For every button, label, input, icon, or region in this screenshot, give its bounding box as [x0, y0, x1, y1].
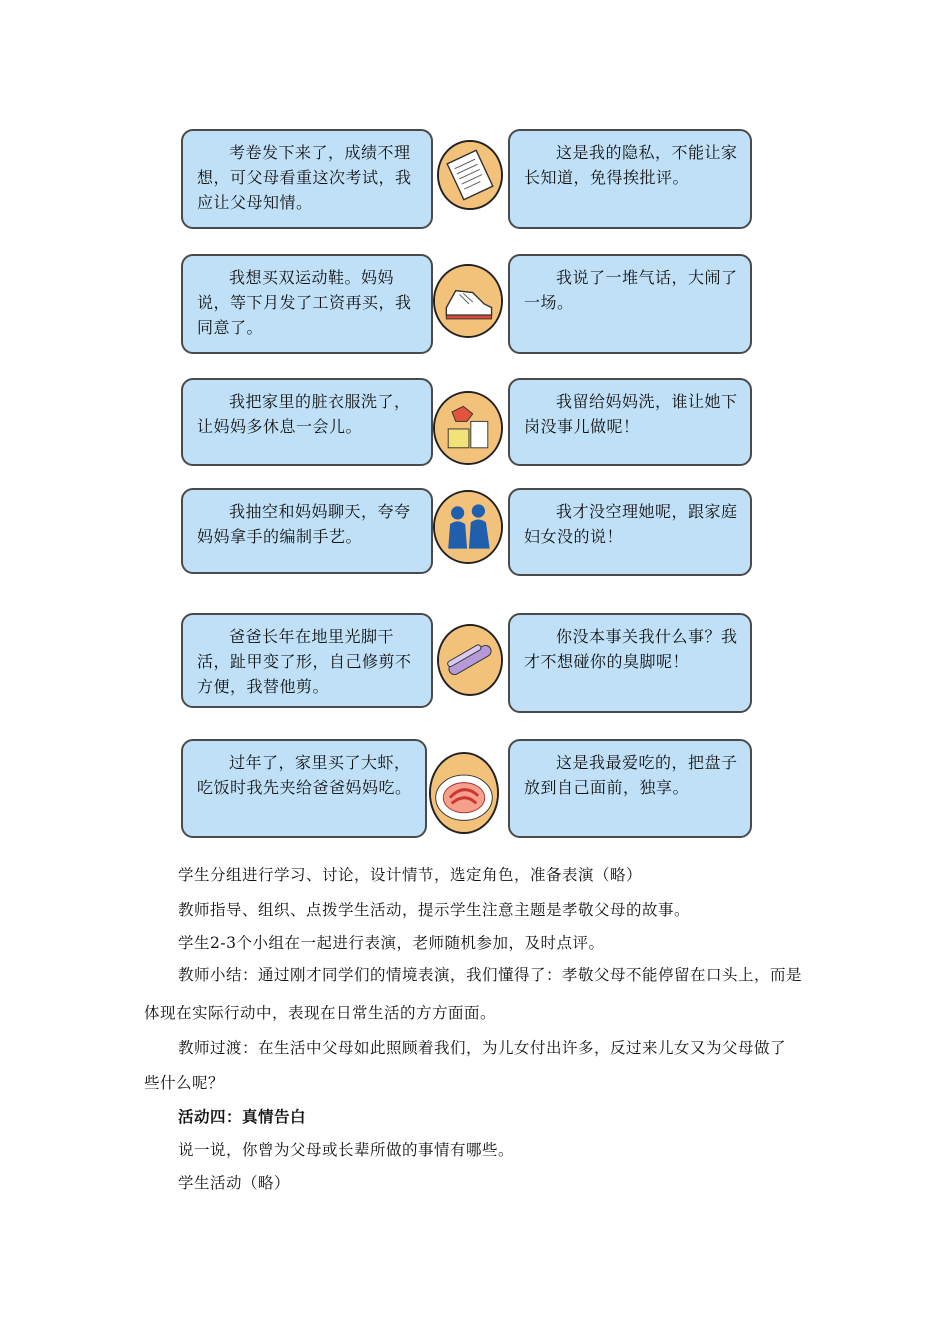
activity-heading: [144, 1100, 808, 1134]
scenario-good-5: 爸爸长年在地里光脚干活，趾甲变了形，自己修剪不方便，我替他剪。: [181, 613, 433, 708]
paragraph-1-text: 学生分组进行学习、讨论，设计情节，选定角色，准备表演（略）: [178, 866, 643, 884]
paragraph-3-text: 学生2-3个小组在一起进行表演，老师随机参加，及时点评。: [178, 934, 605, 952]
scenario-good-4: 我抽空和妈妈聊天，夸夸妈妈拿手的编制手艺。: [181, 488, 433, 574]
paragraph-1: [144, 858, 808, 892]
paragraph-7: [144, 1166, 808, 1200]
paragraph-4-line-1: [144, 958, 808, 992]
exam-paper-icon: [437, 140, 503, 210]
paragraph-4-text-2: 体现在实际行动中，表现在日常生活的方方面面。: [144, 1004, 497, 1022]
scenario-bad-1: 这是我的隐私，不能让家长知道，免得挨批评。: [508, 129, 752, 229]
paragraph-5-line-2: [144, 1066, 808, 1100]
paragraph-3: [144, 926, 808, 960]
shrimp-plate-icon: [429, 752, 499, 834]
scenario-good-2: 我想买双运动鞋。妈妈说，等下月发了工资再买，我同意了。: [181, 254, 433, 354]
conversation-icon: [433, 490, 503, 564]
scenario-good-1: 考卷发下来了，成绩不理想，可父母看重这次考试，我应让父母知情。: [181, 129, 433, 229]
scenario-bad-4: 我才没空理她呢，跟家庭妇女没的说！: [508, 488, 752, 576]
paragraph-4-line-2: [144, 996, 808, 1030]
paragraph-2: [144, 893, 808, 927]
scenario-good-3: 我把家里的脏衣服洗了，让妈妈多休息一会儿。: [181, 378, 433, 466]
paragraph-5-text-2: 些什么呢？: [144, 1074, 225, 1092]
paragraph-2-text: 教师指导、组织、点拨学生活动，提示学生注意主题是孝敬父母的故事。: [178, 901, 691, 919]
paragraph-6-text: 说一说，你曾为父母或长辈所做的事情有哪些。: [178, 1141, 515, 1159]
scenario-bad-5: 你没本事关我什么事？我才不想碰你的臭脚呢！: [508, 613, 752, 713]
paragraph-7-text: 学生活动（略）: [178, 1174, 291, 1192]
scenario-bad-2: 我说了一堆气话，大闹了一场。: [508, 254, 752, 354]
scenario-good-6: 过年了，家里买了大虾，吃饭时我先夹给爸爸妈妈吃。: [181, 739, 427, 838]
paragraph-5-text-1: 教师过渡：在生活中父母如此照顾着我们，为儿女付出许多，反过来儿女又为父母做了: [178, 1039, 787, 1057]
laundry-icon: [433, 391, 503, 465]
paragraph-5-line-1: [144, 1031, 808, 1065]
paragraph-6: [144, 1133, 808, 1167]
nail-clipper-icon: [437, 624, 503, 696]
activity-heading-text: 活动四：真情告白: [178, 1108, 307, 1126]
scenario-bad-3: 我留给妈妈洗，谁让她下岗没事儿做呢！: [508, 378, 752, 466]
scenario-bad-6: 这是我最爱吃的，把盘子放到自己面前，独享。: [508, 739, 752, 838]
sneakers-icon: [433, 264, 503, 338]
paragraph-4-text-1: 教师小结：通过刚才同学们的情境表演，我们懂得了：孝敬父母不能停留在口头上，而是: [178, 966, 803, 984]
